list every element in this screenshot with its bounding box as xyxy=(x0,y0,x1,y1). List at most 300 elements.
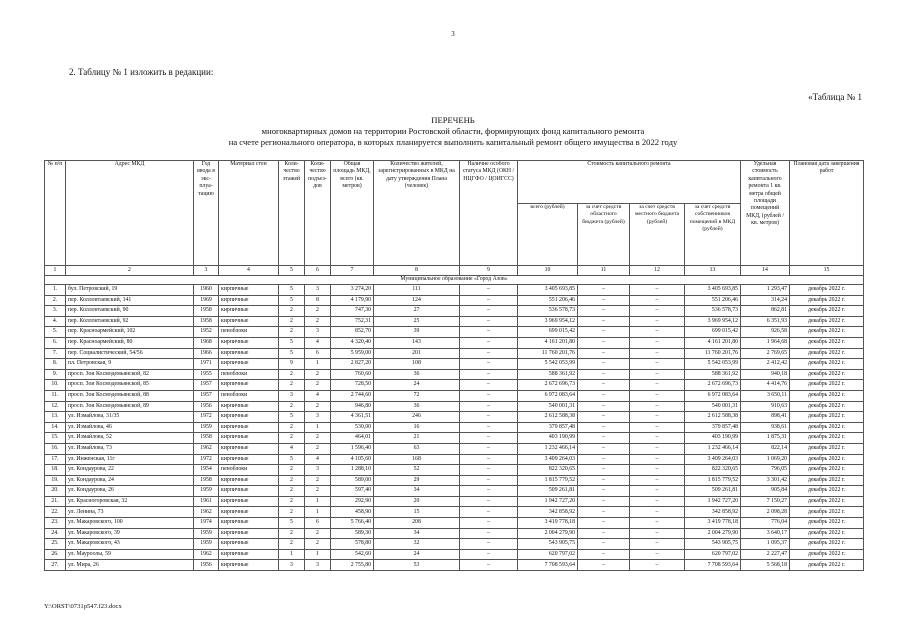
row-cost-local: – xyxy=(630,327,685,338)
row-entrances: 8 xyxy=(305,295,331,306)
header-area: Общая площадь МКД, всего (кв. метров) xyxy=(331,161,374,266)
row-planned-date: декабрь 2022 г. xyxy=(790,496,864,507)
row-number: 5. xyxy=(45,327,66,338)
row-year: 1959 xyxy=(194,486,219,497)
row-floors: 3 xyxy=(279,390,305,401)
row-floors: 2 xyxy=(279,496,305,507)
row-cost-total: 5 542 053,99 xyxy=(518,359,578,370)
row-cost-regional: – xyxy=(578,295,630,306)
row-material: пеноблоки xyxy=(219,465,279,476)
row-year: 1957 xyxy=(194,390,219,401)
row-cost-local: – xyxy=(630,380,685,391)
row-cost-regional: – xyxy=(578,443,630,454)
row-cost-total: 403 190,99 xyxy=(518,433,578,444)
row-area: 5 959,00 xyxy=(331,348,374,359)
header-status: Наличие особого статуса МКД (ОКН / НЦГФО / ЦОИГСС) xyxy=(460,161,518,266)
row-cost-owners: 822 320,65 xyxy=(685,465,741,476)
row-number: 14. xyxy=(45,422,66,433)
row-planned-date: декабрь 2022 г. xyxy=(790,518,864,529)
column-number: 13 xyxy=(685,266,741,276)
row-address: ул. Измайлова, 31/35 xyxy=(66,412,194,423)
row-status: – xyxy=(460,507,518,518)
row-floors: 2 xyxy=(279,507,305,518)
row-floors: 2 xyxy=(279,486,305,497)
row-floors: 2 xyxy=(279,465,305,476)
table-row xyxy=(45,496,864,507)
row-year: 1958 xyxy=(194,433,219,444)
row-address: ул. Кондаурова, 24 xyxy=(66,475,194,486)
row-year: 1958 xyxy=(194,316,219,327)
row-planned-date: декабрь 2022 г. xyxy=(790,539,864,550)
row-floors: 2 xyxy=(279,316,305,327)
row-residents: 208 xyxy=(374,518,460,529)
row-residents: 36 xyxy=(374,401,460,412)
header-num: № п/п xyxy=(45,161,66,266)
column-number: 5 xyxy=(279,266,305,276)
row-cost-local: – xyxy=(630,337,685,348)
row-year: 1958 xyxy=(194,306,219,317)
row-cost-local: – xyxy=(630,486,685,497)
row-address: просп. Зои Космодемьянской, 85 xyxy=(66,380,194,391)
row-area: 464,01 xyxy=(331,433,374,444)
row-unit-cost: 776,04 xyxy=(741,518,790,529)
row-entrances: 4 xyxy=(305,390,331,401)
column-number: 7 xyxy=(331,266,374,276)
row-year: 1962 xyxy=(194,549,219,560)
row-material: пеноблоки xyxy=(219,327,279,338)
row-planned-date: декабрь 2022 г. xyxy=(790,560,864,571)
table-row xyxy=(45,443,864,454)
row-number: 4. xyxy=(45,316,66,327)
row-planned-date: декабрь 2022 г. xyxy=(790,454,864,465)
row-cost-local: – xyxy=(630,539,685,550)
row-number: 7. xyxy=(45,348,66,359)
row-cost-local: – xyxy=(630,285,685,296)
row-cost-owners: 6 972 083,64 xyxy=(685,390,741,401)
file-path-footer: Y:\ORST\0731p547.f23.docx xyxy=(44,603,122,610)
row-address: просп. Зои Космодемьянской, 89 xyxy=(66,401,194,412)
row-status: – xyxy=(460,560,518,571)
row-cost-local: – xyxy=(630,359,685,370)
row-cost-owners: 551 206,46 xyxy=(685,295,741,306)
row-unit-cost: 7 150,27 xyxy=(741,496,790,507)
row-cost-total: 2 672 696,73 xyxy=(518,380,578,391)
row-unit-cost: 926,58 xyxy=(741,327,790,338)
row-cost-regional: – xyxy=(578,348,630,359)
row-floors: 4 xyxy=(279,443,305,454)
row-residents: 201 xyxy=(374,348,460,359)
row-address: ул. Инженская, 11г xyxy=(66,454,194,465)
header-material: Материал стен xyxy=(219,161,279,266)
row-floors: 5 xyxy=(279,412,305,423)
row-address: пер. Красноармейский, 102 xyxy=(66,327,194,338)
row-status: – xyxy=(460,380,518,391)
row-floors: 5 xyxy=(279,348,305,359)
row-address: ул. Мира, 26 xyxy=(66,560,194,571)
row-area: 589,00 xyxy=(331,475,374,486)
row-entrances: 4 xyxy=(305,337,331,348)
row-entrances: 2 xyxy=(305,316,331,327)
row-unit-cost: 314,24 xyxy=(741,295,790,306)
row-cost-owners: 509 261,81 xyxy=(685,486,741,497)
row-number: 17. xyxy=(45,454,66,465)
row-address: ул. Измайлова, 46 xyxy=(66,422,194,433)
row-status: – xyxy=(460,433,518,444)
row-cost-regional: – xyxy=(578,359,630,370)
row-cost-local: – xyxy=(630,390,685,401)
row-residents: 39 xyxy=(374,327,460,338)
row-cost-owners: 4 161 201,80 xyxy=(685,337,741,348)
row-floors: 2 xyxy=(279,475,305,486)
row-entrances: 2 xyxy=(305,433,331,444)
row-planned-date: декабрь 2022 г. xyxy=(790,549,864,560)
row-address: ул. Макаровского, 100 xyxy=(66,518,194,529)
row-cost-total: 2 612 588,38 xyxy=(518,412,578,423)
row-status: – xyxy=(460,465,518,476)
table-row xyxy=(45,390,864,401)
row-planned-date: декабрь 2022 г. xyxy=(790,443,864,454)
row-material: кирпичные xyxy=(219,507,279,518)
header-cost-regional: за счет средств областного бюджета (рублей) xyxy=(578,204,630,266)
row-unit-cost: 910,63 xyxy=(741,401,790,412)
row-unit-cost: 2 412,42 xyxy=(741,359,790,370)
row-residents: 20 xyxy=(374,496,460,507)
row-area: 4 361,51 xyxy=(331,412,374,423)
intro-text: 2. Таблицу № 1 изложить в редакции: xyxy=(69,67,214,77)
header-residents: Количество жителей, зарегистрированных в МКД на дату утверждения Плана (человек) xyxy=(374,161,460,266)
row-planned-date: декабрь 2022 г. xyxy=(790,486,864,497)
row-planned-date: декабрь 2022 г. xyxy=(790,316,864,327)
row-year: 1966 xyxy=(194,348,219,359)
table-row xyxy=(45,433,864,444)
row-planned-date: декабрь 2022 г. xyxy=(790,412,864,423)
row-planned-date: декабрь 2022 г. xyxy=(790,380,864,391)
row-number: 9. xyxy=(45,369,66,380)
row-number: 19. xyxy=(45,475,66,486)
row-planned-date: декабрь 2022 г. xyxy=(790,422,864,433)
row-year: 1969 xyxy=(194,295,219,306)
row-cost-local: – xyxy=(630,518,685,529)
row-cost-total: 540 001,31 xyxy=(518,401,578,412)
row-year: 1956 xyxy=(194,401,219,412)
row-planned-date: декабрь 2022 г. xyxy=(790,359,864,370)
row-entrances: 2 xyxy=(305,443,331,454)
row-address: ул. Ленина, 73 xyxy=(66,507,194,518)
row-cost-regional: – xyxy=(578,539,630,550)
row-number: 10. xyxy=(45,380,66,391)
row-year: 1959 xyxy=(194,539,219,550)
row-residents: 124 xyxy=(374,295,460,306)
row-residents: 36 xyxy=(374,369,460,380)
row-material: кирпичные xyxy=(219,560,279,571)
row-address: ул. Красногоровская, 32 xyxy=(66,496,194,507)
row-cost-regional: – xyxy=(578,507,630,518)
row-residents: 29 xyxy=(374,475,460,486)
row-area: 2 744,60 xyxy=(331,390,374,401)
row-residents: 72 xyxy=(374,390,460,401)
row-area: 2 827,20 xyxy=(331,359,374,370)
row-cost-total: 822 320,65 xyxy=(518,465,578,476)
municipality-row: Муниципальное образование «Город Азов» xyxy=(45,276,864,285)
row-cost-total: 1 232 466,14 xyxy=(518,443,578,454)
row-planned-date: декабрь 2022 г. xyxy=(790,390,864,401)
row-material: кирпичные xyxy=(219,285,279,296)
row-status: – xyxy=(460,422,518,433)
row-cost-regional: – xyxy=(578,316,630,327)
row-cost-local: – xyxy=(630,401,685,412)
row-entrances: 1 xyxy=(305,422,331,433)
row-cost-total: 551 206,46 xyxy=(518,295,578,306)
row-area: 1 288,10 xyxy=(331,465,374,476)
row-planned-date: декабрь 2022 г. xyxy=(790,295,864,306)
row-area: 4 320,40 xyxy=(331,337,374,348)
row-cost-total: 543 905,75 xyxy=(518,539,578,550)
row-unit-cost: 898,41 xyxy=(741,412,790,423)
row-cost-owners: 2 612 588,38 xyxy=(685,412,741,423)
row-cost-regional: – xyxy=(578,380,630,391)
row-floors: 5 xyxy=(279,518,305,529)
row-status: – xyxy=(460,549,518,560)
row-residents: 111 xyxy=(374,285,460,296)
row-number: 23. xyxy=(45,518,66,529)
row-entrances: 6 xyxy=(305,518,331,529)
row-cost-local: – xyxy=(630,528,685,539)
row-number: 13. xyxy=(45,412,66,423)
row-cost-regional: – xyxy=(578,306,630,317)
table-row xyxy=(45,412,864,423)
row-residents: 34 xyxy=(374,486,460,497)
column-number-row xyxy=(45,266,864,276)
row-unit-cost: 940,18 xyxy=(741,369,790,380)
row-cost-total: 3 405 693,85 xyxy=(518,285,578,296)
column-number: 11 xyxy=(578,266,630,276)
row-cost-local: – xyxy=(630,454,685,465)
row-floors: 9 xyxy=(279,359,305,370)
row-year: 1971 xyxy=(194,359,219,370)
column-number: 4 xyxy=(219,266,279,276)
row-area: 589,30 xyxy=(331,528,374,539)
header-address: Адрес МКД xyxy=(66,161,194,266)
row-residents: 16 xyxy=(374,422,460,433)
row-floors: 2 xyxy=(279,433,305,444)
row-year: 1974 xyxy=(194,518,219,529)
row-residents: 24 xyxy=(374,380,460,391)
row-cost-owners: 11 760 201,76 xyxy=(685,348,741,359)
row-area: 5 766,40 xyxy=(331,518,374,529)
row-area: 4 105,60 xyxy=(331,454,374,465)
row-number: 24. xyxy=(45,528,66,539)
row-material: кирпичные xyxy=(219,359,279,370)
row-status: – xyxy=(460,348,518,359)
row-address: ул. Макаровского, 43 xyxy=(66,539,194,550)
row-status: – xyxy=(460,539,518,550)
row-cost-total: 588 361,92 xyxy=(518,369,578,380)
row-entrances: 2 xyxy=(305,369,331,380)
row-address: ул. Измайлова, 73 xyxy=(66,443,194,454)
row-planned-date: декабрь 2022 г. xyxy=(790,475,864,486)
row-address: ул. Макаровского, 39 xyxy=(66,528,194,539)
row-area: 3 274,20 xyxy=(331,285,374,296)
row-material: кирпичные xyxy=(219,433,279,444)
row-cost-owners: 342 858,92 xyxy=(685,507,741,518)
row-number: 20. xyxy=(45,486,66,497)
row-entrances: 1 xyxy=(305,496,331,507)
row-material: кирпичные xyxy=(219,348,279,359)
row-year: 1960 xyxy=(194,285,219,296)
row-planned-date: декабрь 2022 г. xyxy=(790,327,864,338)
row-area: 578,80 xyxy=(331,539,374,550)
row-number: 21. xyxy=(45,496,66,507)
row-cost-local: – xyxy=(630,369,685,380)
row-material: кирпичные xyxy=(219,486,279,497)
heading-line-2: на счете регионального оператора, в которых планируется выполнить капитальный ремонт общего имущества в 2022 году xyxy=(228,137,678,147)
column-number: 12 xyxy=(630,266,685,276)
row-year: 1962 xyxy=(194,443,219,454)
row-material: кирпичные xyxy=(219,316,279,327)
row-unit-cost: 2 098,28 xyxy=(741,507,790,518)
row-residents: 168 xyxy=(374,454,460,465)
row-area: 530,00 xyxy=(331,422,374,433)
row-address: ул. Кондаурова, 22 xyxy=(66,465,194,476)
row-entrances: 3 xyxy=(305,412,331,423)
row-number: 22. xyxy=(45,507,66,518)
table-row xyxy=(45,380,864,391)
row-cost-local: – xyxy=(630,316,685,327)
table-row xyxy=(45,369,864,380)
row-cost-total: 3 969 954,12 xyxy=(518,316,578,327)
row-material: кирпичные xyxy=(219,443,279,454)
row-address: ул. Кондаурова, 26 xyxy=(66,486,194,497)
row-cost-owners: 3 409 264,03 xyxy=(685,454,741,465)
row-material: кирпичные xyxy=(219,306,279,317)
row-unit-cost: 905,84 xyxy=(741,486,790,497)
row-area: 458,90 xyxy=(331,507,374,518)
row-number: 11. xyxy=(45,390,66,401)
row-cost-regional: – xyxy=(578,337,630,348)
row-residents: 21 xyxy=(374,433,460,444)
buildings-table xyxy=(44,160,864,571)
row-number: 2. xyxy=(45,295,66,306)
row-cost-total: 379 857,48 xyxy=(518,422,578,433)
row-status: – xyxy=(460,475,518,486)
row-cost-local: – xyxy=(630,560,685,571)
column-number: 6 xyxy=(305,266,331,276)
row-cost-owners: 5 542 053,99 xyxy=(685,359,741,370)
row-number: 12. xyxy=(45,401,66,412)
row-cost-total: 3 419 778,18 xyxy=(518,518,578,529)
row-cost-total: 1 942 727,20 xyxy=(518,496,578,507)
row-entrances: 3 xyxy=(305,465,331,476)
row-cost-total: 699 015,42 xyxy=(518,327,578,338)
row-status: – xyxy=(460,337,518,348)
row-cost-owners: 1 232 466,14 xyxy=(685,443,741,454)
row-residents: 63 xyxy=(374,443,460,454)
row-cost-local: – xyxy=(630,507,685,518)
row-planned-date: декабрь 2022 г. xyxy=(790,401,864,412)
row-material: кирпичные xyxy=(219,454,279,465)
row-year: 1958 xyxy=(194,475,219,486)
row-floors: 2 xyxy=(279,422,305,433)
row-cost-total: 6 972 083,64 xyxy=(518,390,578,401)
row-planned-date: декабрь 2022 г. xyxy=(790,507,864,518)
row-cost-owners: 543 905,75 xyxy=(685,539,741,550)
table-reference: «Таблица № 1 xyxy=(808,92,862,102)
row-year: 1962 xyxy=(194,507,219,518)
column-number: 1 xyxy=(45,266,66,276)
row-status: – xyxy=(460,528,518,539)
row-cost-regional: – xyxy=(578,369,630,380)
row-unit-cost: 1 069,20 xyxy=(741,454,790,465)
row-planned-date: декабрь 2022 г. xyxy=(790,285,864,296)
row-address: просп. Зои Космодемьянской, 88 xyxy=(66,390,194,401)
row-entrances: 6 xyxy=(305,348,331,359)
row-cost-owners: 2 672 696,73 xyxy=(685,380,741,391)
row-entrances: 2 xyxy=(305,486,331,497)
row-cost-owners: 1 815 779,52 xyxy=(685,475,741,486)
row-residents: 25 xyxy=(374,316,460,327)
header-cost-total: всего (рублей) xyxy=(518,204,578,266)
row-address: пер. Социалистический, 54/56 xyxy=(66,348,194,359)
row-status: – xyxy=(460,285,518,296)
row-unit-cost: 3 640,17 xyxy=(741,528,790,539)
row-status: – xyxy=(460,306,518,317)
row-floors: 5 xyxy=(279,295,305,306)
row-floors: 1 xyxy=(279,549,305,560)
table-row xyxy=(45,422,864,433)
row-area: 752,31 xyxy=(331,316,374,327)
row-unit-cost: 1 875,31 xyxy=(741,433,790,444)
row-floors: 2 xyxy=(279,539,305,550)
row-unit-cost: 4 414,76 xyxy=(741,380,790,391)
header-entrances: Количество подъездов xyxy=(305,161,331,266)
row-planned-date: декабрь 2022 г. xyxy=(790,348,864,359)
row-cost-owners: 3 969 954,12 xyxy=(685,316,741,327)
row-number: 3. xyxy=(45,306,66,317)
row-material: кирпичные xyxy=(219,337,279,348)
table-row xyxy=(45,507,864,518)
table-row xyxy=(45,306,864,317)
row-cost-regional: – xyxy=(578,518,630,529)
row-cost-regional: – xyxy=(578,486,630,497)
table-row xyxy=(45,337,864,348)
column-number: 15 xyxy=(790,266,864,276)
row-residents: 53 xyxy=(374,560,460,571)
heading-line-1: многоквартирных домов на территории Ростовской области, формирующих фонд капитального ремонта xyxy=(261,126,645,136)
table-row xyxy=(45,327,864,338)
row-number: 27. xyxy=(45,560,66,571)
row-year: 1957 xyxy=(194,380,219,391)
row-area: 760,60 xyxy=(331,369,374,380)
row-cost-local: – xyxy=(630,443,685,454)
row-cost-regional: – xyxy=(578,560,630,571)
row-floors: 2 xyxy=(279,369,305,380)
row-area: 292,90 xyxy=(331,496,374,507)
row-area: 2 755,80 xyxy=(331,560,374,571)
row-unit-cost: 6 351,93 xyxy=(741,316,790,327)
row-planned-date: декабрь 2022 г. xyxy=(790,369,864,380)
row-cost-owners: 588 361,92 xyxy=(685,369,741,380)
table-row xyxy=(45,465,864,476)
row-address: пер. Коллонтаевский, 92 xyxy=(66,316,194,327)
row-entrances: 4 xyxy=(305,454,331,465)
column-number: 9 xyxy=(460,266,518,276)
row-cost-total: 7 708 593,64 xyxy=(518,560,578,571)
row-residents: 143 xyxy=(374,337,460,348)
row-area: 542,60 xyxy=(331,549,374,560)
row-cost-owners: 1 942 727,20 xyxy=(685,496,741,507)
table-row xyxy=(45,528,864,539)
header-cost-owners: за счет средств собственников помещений в МКД (рублей) xyxy=(685,204,741,266)
